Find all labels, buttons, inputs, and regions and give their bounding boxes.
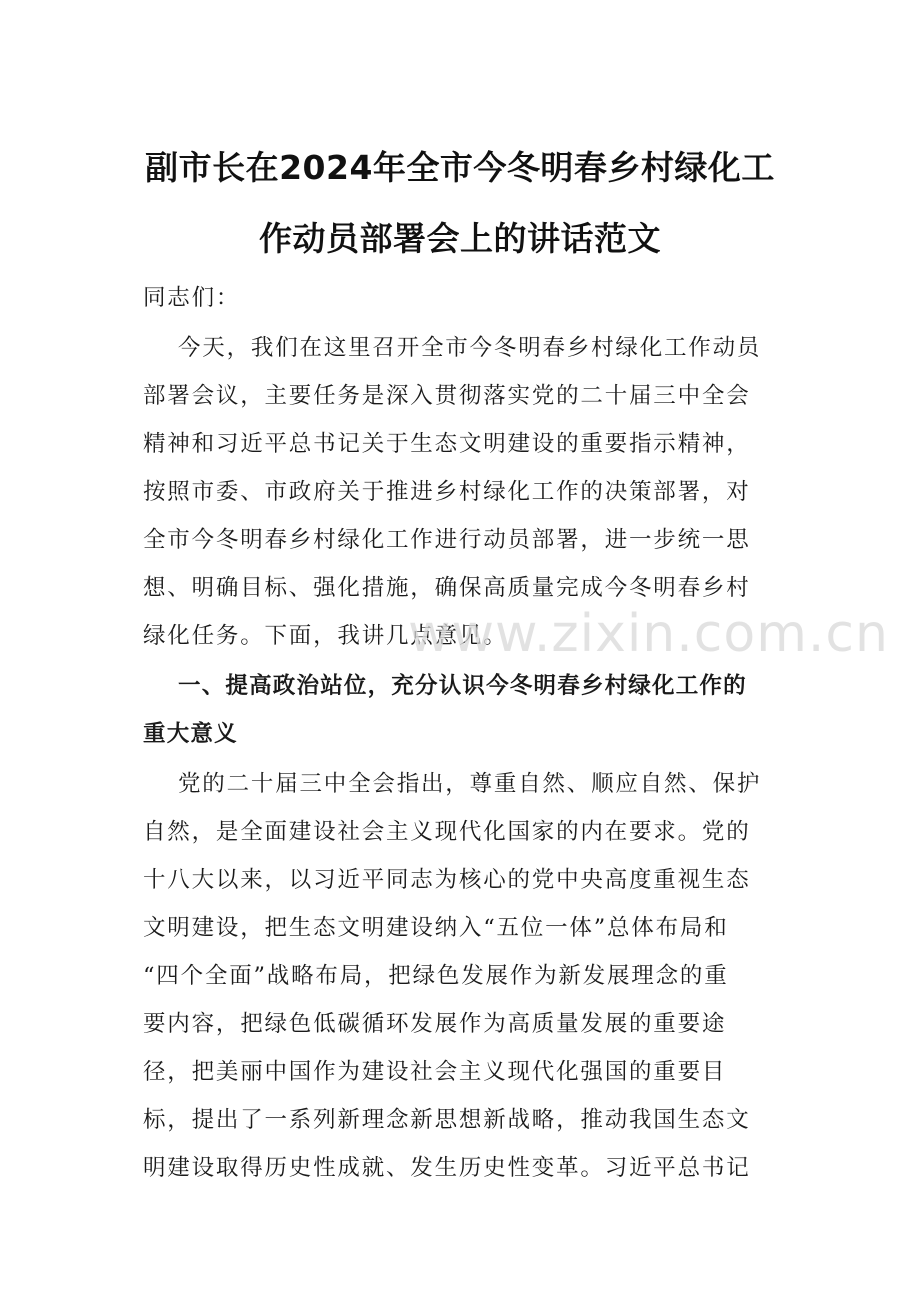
- paragraph-line: 今天，我们在这里召开全市今冬明春乡村绿化工作动员: [178, 335, 762, 361]
- salutation: 同志们：: [143, 285, 241, 311]
- document-title-line-2: 作动员部署会上的讲话范文: [259, 219, 661, 258]
- paragraph-line: 绿化任务。下面，我讲几点意见。: [143, 623, 508, 649]
- paragraph-line: 全市今冬明春乡村绿化工作进行动员部署，进一步统一思: [143, 527, 751, 553]
- paragraph-line: 按照市委、市政府关于推进乡村绿化工作的决策部署，对: [143, 479, 751, 505]
- paragraph-line: 党的二十届三中全会指出，尊重自然、顺应自然、保护: [178, 771, 762, 797]
- watermark: www.zixin.com.cn: [408, 604, 889, 664]
- paragraph-line: “四个全面”战略布局，把绿色发展作为新发展理念的重: [143, 963, 729, 989]
- section-heading-line: 重大意义: [143, 721, 238, 747]
- paragraph-line: 要内容，把绿色低碳循环发展作为高质量发展的重要途: [143, 1011, 727, 1037]
- paragraph-line: 明建设取得历史性成就、发生历史性变革。习近平总书记: [143, 1155, 751, 1181]
- document-title-line-1: 副市长在2024年全市今冬明春乡村绿化工: [145, 148, 775, 187]
- paragraph-line: 部署会议，主要任务是深入贯彻落实党的二十届三中全会: [143, 383, 751, 409]
- section-heading-line: 一、提高政治站位，充分认识今冬明春乡村绿化工作的: [178, 673, 747, 699]
- paragraph-line: 精神和习近平总书记关于生态文明建设的重要指示精神，: [143, 431, 751, 457]
- paragraph-line: 径，把美丽中国作为建设社会主义现代化强国的重要目: [143, 1059, 727, 1085]
- paragraph-line: 文明建设，把生态文明建设纳入“五位一体”总体布局和: [143, 915, 729, 941]
- paragraph-line: 十八大以来，以习近平同志为核心的党中央高度重视生态: [143, 867, 751, 893]
- paragraph-line: 标，提出了一系列新理念新思想新战略，推动我国生态文: [143, 1107, 751, 1133]
- paragraph-line: 自然，是全面建设社会主义现代化国家的内在要求。党的: [143, 819, 751, 845]
- paragraph-line: 想、明确目标、强化措施，确保高质量完成今冬明春乡村: [143, 575, 751, 601]
